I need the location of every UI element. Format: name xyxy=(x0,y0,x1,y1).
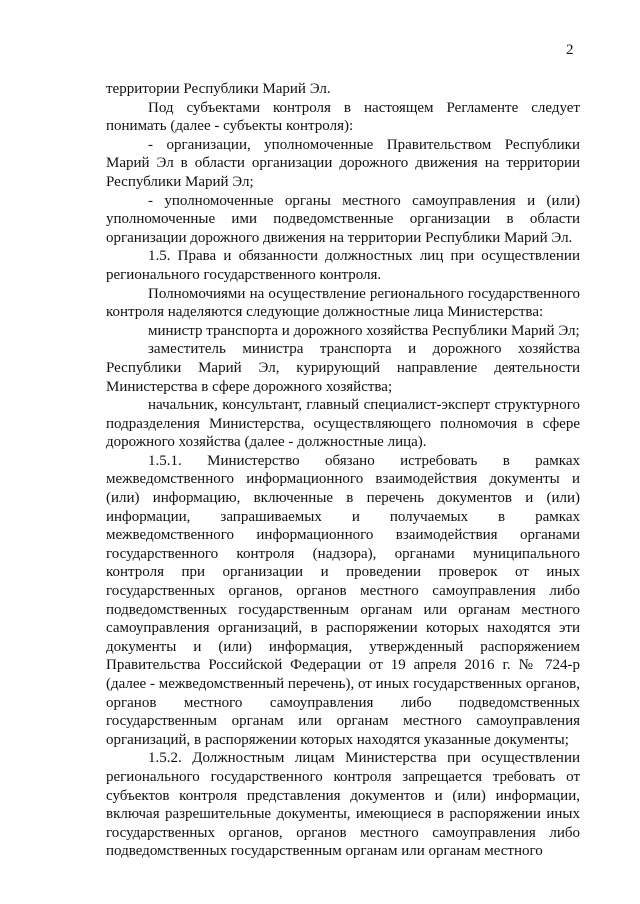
clause-1-5-2: 1.5.2. Должностным лицам Министерства при осуществлении регионального государственного контроля запрещается требовать от субъектов контроля представления документов и (или) информации, включая разрешительные документы, имеющиеся в распоряжении иных государственных органов, органов местного самоуправления либо подведомственных государственным органам или органам местного xyxy=(106,750,580,860)
document-body xyxy=(106,80,580,861)
list-item: министр транспорта и дорожного хозяйства Республики Марий Эл; xyxy=(148,322,580,339)
section-heading-1-5: 1.5. Права и обязанности должностных лиц при осуществлении регионального государственного контроля. xyxy=(106,248,580,283)
paragraph: Полномочиями на осуществление регионального государственного контроля наделяются следующие должностные лица Министерства: xyxy=(106,285,580,321)
paragraph: Под субъектами контроля в настоящем Регламенте следует понимать (далее - субъекты контроля): xyxy=(106,99,580,135)
paragraph: территории Республики Марий Эл. xyxy=(106,81,331,97)
page-number: 2 xyxy=(566,42,574,58)
clause-1-5-1: 1.5.1. Министерство обязано истребовать в рамках межведомственного информационного взаимодействия документы и (или) информацию, включенные в перечень документов и (или) информации, запрашиваемых и получаемых в рамках межведомственного информационного взаимодействия органами государственного контроля (надзора), органами муниципального контроля при организации и проведении проверок от иных государственных органов, органов местного самоуправления либо подведомственных государственным органам или органам местного самоуправления организаций, в распоряжении которых находятся эти документы и (или) информация, утвержденный распоряжением Правительства Российской Федерации от 19 апреля 2016 г. № 724-р (далее - межведомственный перечень), от иных государственных органов, органов местного самоуправления либо подведомственных государственным органам или органам местного самоуправления организаций, в распоряжении которых находятся указанные документы; xyxy=(106,452,580,748)
list-item: начальник, консультант, главный специалист-эксперт структурного подразделения Министерства, осуществляющего полномочия в сфере дорожного хозяйства (далее - должностные лица). xyxy=(106,397,580,451)
paragraph: - уполномоченные органы местного самоуправления и (или) уполномоченные ими подведомственные организации в области организации дорожного движения на территории Республики Марий Эл. xyxy=(106,192,580,246)
paragraph: - организации, уполномоченные Правительством Республики Марий Эл в области организации дорожного движения на территории Республики Марий Эл; xyxy=(106,136,580,190)
list-item: заместитель министра транспорта и дорожного хозяйства Республики Марий Эл, курирующий направление деятельности Министерства в сфере дорожного хозяйства; xyxy=(106,341,580,395)
